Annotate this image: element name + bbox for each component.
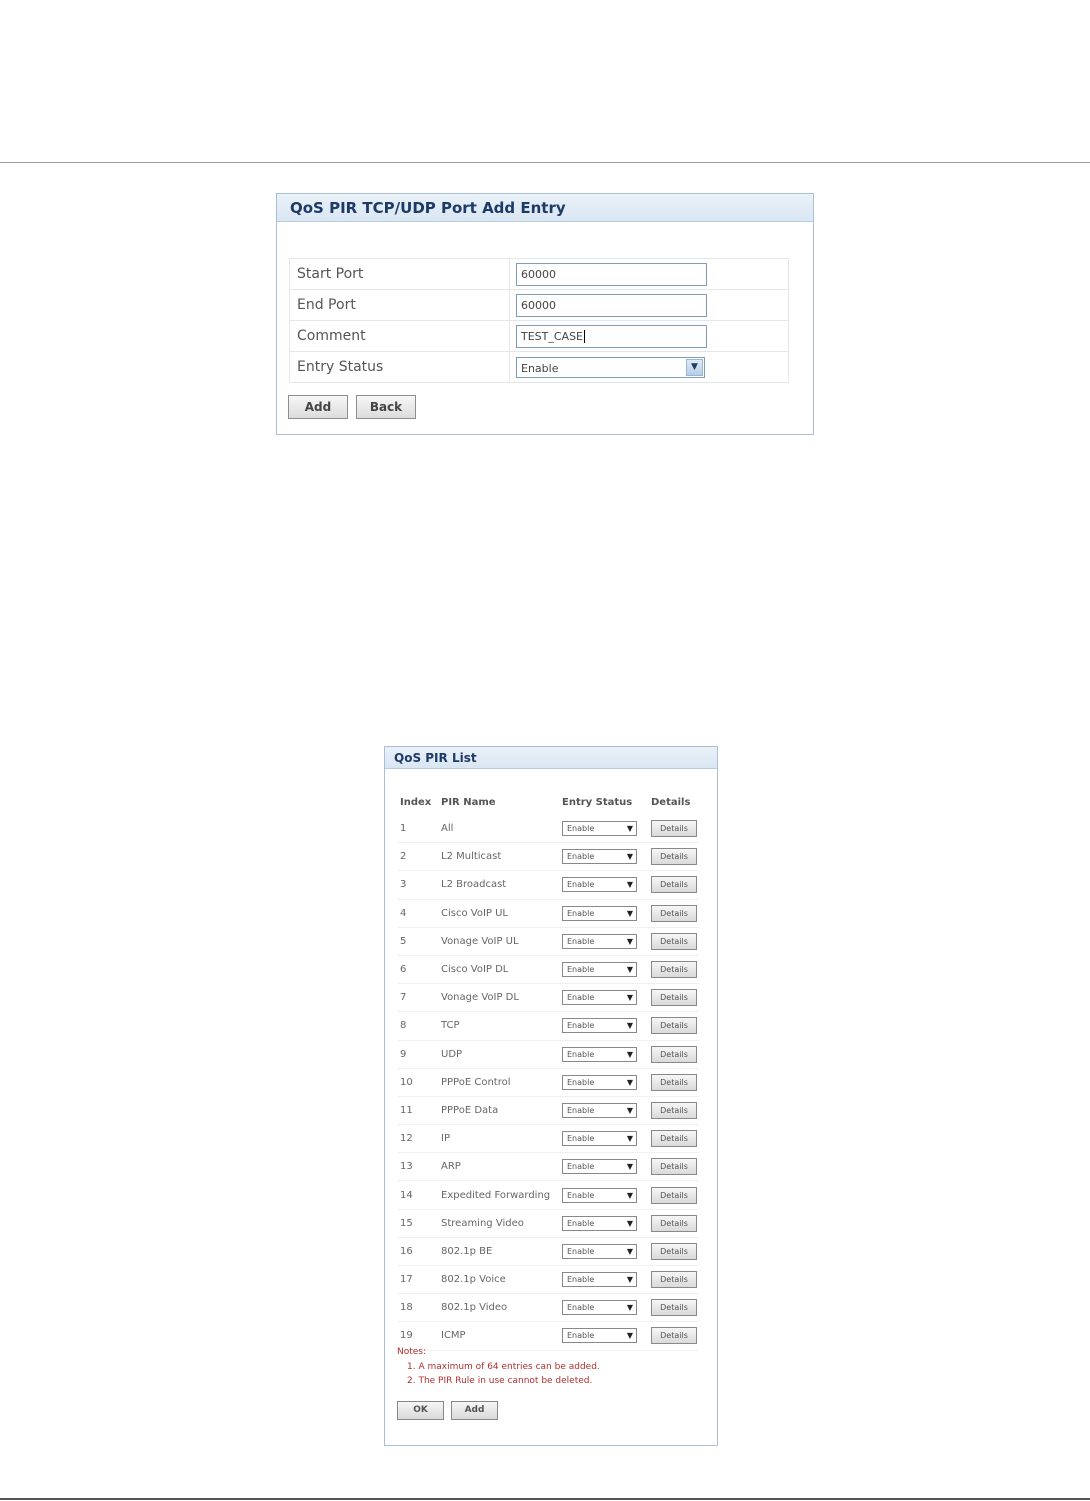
row-status-select[interactable] xyxy=(562,1244,637,1259)
row-status-value: Enable xyxy=(567,1049,595,1059)
row-status-select[interactable] xyxy=(562,821,637,836)
row-status-value: Enable xyxy=(567,1105,595,1115)
row-index: 10 xyxy=(397,1068,438,1096)
row-index: 8 xyxy=(397,1012,438,1040)
dropdown-arrow-icon: ▼ xyxy=(626,1303,633,1313)
row-pir-name: UDP xyxy=(438,1040,559,1068)
table-row xyxy=(397,1153,699,1181)
details-button[interactable]: Details xyxy=(651,1327,697,1344)
table-row xyxy=(397,871,699,899)
start-port-input[interactable]: 60000 xyxy=(516,263,707,286)
entry-status-label: Entry Status xyxy=(290,352,510,383)
text-cursor xyxy=(584,330,585,343)
row-status-select[interactable] xyxy=(562,1216,637,1231)
dropdown-arrow-icon: ▼ xyxy=(626,1021,633,1031)
header-details: Details xyxy=(651,797,691,808)
row-status-value: Enable xyxy=(567,1246,595,1256)
table-row xyxy=(397,1096,699,1124)
row-pir-name: 802.1p BE xyxy=(438,1237,559,1265)
row-status-select[interactable] xyxy=(562,1131,637,1146)
notes xyxy=(397,1347,600,1388)
details-button[interactable]: Details xyxy=(651,848,697,865)
table-row xyxy=(397,843,699,871)
details-button[interactable]: Details xyxy=(651,1158,697,1175)
dropdown-arrow-icon: ▼ xyxy=(626,965,633,975)
header-index: Index xyxy=(400,797,432,808)
details-button[interactable]: Details xyxy=(651,1046,697,1063)
add-entry-panel xyxy=(276,193,814,435)
row-status-select[interactable] xyxy=(562,934,637,949)
comment-row xyxy=(290,321,789,352)
details-button[interactable]: Details xyxy=(651,989,697,1006)
row-status-value: Enable xyxy=(567,908,595,918)
table-row xyxy=(397,1040,699,1068)
row-status-value: Enable xyxy=(567,1331,595,1341)
dropdown-arrow-icon: ▼ xyxy=(626,1162,633,1172)
row-pir-name: PPPoE Data xyxy=(438,1096,559,1124)
dropdown-arrow-icon: ▼ xyxy=(626,993,633,1003)
row-pir-name: L2 Broadcast xyxy=(438,871,559,899)
row-status-value: Enable xyxy=(567,1162,595,1172)
row-status-value: Enable xyxy=(567,1134,595,1144)
row-status-value: Enable xyxy=(567,1190,595,1200)
add-entry-title: QoS PIR TCP/UDP Port Add Entry xyxy=(277,194,813,222)
details-button[interactable]: Details xyxy=(651,1187,697,1204)
row-status-select[interactable] xyxy=(562,1159,637,1174)
details-button[interactable]: Details xyxy=(651,1074,697,1091)
row-index: 5 xyxy=(397,927,438,955)
add-entry-form xyxy=(289,258,789,383)
row-pir-name: Cisco VoIP UL xyxy=(438,899,559,927)
row-pir-name: 802.1p Video xyxy=(438,1294,559,1322)
dropdown-arrow-icon: ▼ xyxy=(626,1246,633,1256)
row-status-select[interactable] xyxy=(562,1018,637,1033)
row-pir-name: Vonage VoIP UL xyxy=(438,927,559,955)
details-button[interactable]: Details xyxy=(651,905,697,922)
row-status-value: Enable xyxy=(567,1303,595,1313)
dropdown-arrow-icon: ▼ xyxy=(626,852,633,862)
row-status-select[interactable] xyxy=(562,1188,637,1203)
back-button[interactable]: Back xyxy=(356,395,416,419)
row-index: 14 xyxy=(397,1181,438,1209)
row-status-select[interactable] xyxy=(562,1103,637,1118)
details-button[interactable]: Details xyxy=(651,1017,697,1034)
dropdown-arrow-icon: ▼ xyxy=(626,1134,633,1144)
row-status-value: Enable xyxy=(567,1077,595,1087)
row-status-value: Enable xyxy=(567,1275,595,1285)
start-port-label: Start Port xyxy=(290,259,510,290)
row-status-value: Enable xyxy=(567,1218,595,1228)
pir-list-table xyxy=(397,790,699,1351)
row-index: 9 xyxy=(397,1040,438,1068)
dropdown-arrow-icon: ▼ xyxy=(626,1077,633,1087)
row-index: 4 xyxy=(397,899,438,927)
table-row xyxy=(397,1266,699,1294)
notes-title: Notes: xyxy=(397,1347,427,1357)
row-status-select[interactable] xyxy=(562,1300,637,1315)
footer-divider xyxy=(0,1498,1090,1500)
row-index: 13 xyxy=(397,1153,438,1181)
details-button[interactable]: Details xyxy=(651,820,697,837)
row-index: 19 xyxy=(397,1322,438,1350)
row-status-select[interactable] xyxy=(562,877,637,892)
list-add-button[interactable]: Add xyxy=(451,1401,498,1420)
table-row xyxy=(397,1237,699,1265)
row-index: 18 xyxy=(397,1294,438,1322)
dropdown-arrow-icon: ▼ xyxy=(626,1275,633,1285)
row-pir-name: Expedited Forwarding xyxy=(438,1181,559,1209)
details-button[interactable]: Details xyxy=(651,1130,697,1147)
header-divider xyxy=(0,162,1090,163)
row-index: 17 xyxy=(397,1266,438,1294)
entry-status-value: Enable xyxy=(521,361,559,375)
note-item: 1. A maximum of 64 entries can be added. xyxy=(407,1362,600,1372)
row-pir-name: Vonage VoIP DL xyxy=(438,984,559,1012)
row-status-value: Enable xyxy=(567,824,595,834)
row-status-value: Enable xyxy=(567,993,595,1003)
table-row xyxy=(397,1322,699,1350)
table-row xyxy=(397,815,699,843)
row-status-select[interactable] xyxy=(562,849,637,864)
row-status-select[interactable] xyxy=(562,990,637,1005)
table-row xyxy=(397,1209,699,1237)
table-row xyxy=(397,1181,699,1209)
row-pir-name: PPPoE Control xyxy=(438,1068,559,1096)
row-status-select[interactable] xyxy=(562,1328,637,1343)
table-row xyxy=(397,1068,699,1096)
details-button[interactable]: Details xyxy=(651,961,697,978)
entry-status-select[interactable] xyxy=(516,357,705,378)
dropdown-arrow-icon: ▼ xyxy=(626,1105,633,1115)
add-button[interactable]: Add xyxy=(288,395,348,419)
row-index: 1 xyxy=(397,815,438,843)
row-status-value: Enable xyxy=(567,880,595,890)
row-index: 12 xyxy=(397,1125,438,1153)
row-status-select[interactable] xyxy=(562,1272,637,1287)
pir-list-header xyxy=(397,790,699,815)
row-status-value: Enable xyxy=(567,936,595,946)
details-button[interactable]: Details xyxy=(651,876,697,893)
table-row xyxy=(397,955,699,983)
table-row xyxy=(397,899,699,927)
row-status-select[interactable] xyxy=(562,962,637,977)
dropdown-arrow-icon: ▼ xyxy=(626,1218,633,1228)
row-pir-name: Streaming Video xyxy=(438,1209,559,1237)
details-button[interactable]: Details xyxy=(651,1102,697,1119)
row-pir-name: ICMP xyxy=(438,1322,559,1350)
comment-label: Comment xyxy=(290,321,510,352)
row-status-value: Enable xyxy=(567,1021,595,1031)
details-button[interactable]: Details xyxy=(651,1243,697,1260)
row-status-select[interactable] xyxy=(562,1047,637,1062)
details-button[interactable]: Details xyxy=(651,1215,697,1232)
header-pir-name: PIR Name xyxy=(441,797,496,808)
end-port-input[interactable]: 60000 xyxy=(516,294,707,317)
table-row xyxy=(397,984,699,1012)
dropdown-arrow-icon: ▼ xyxy=(626,1331,633,1341)
table-row xyxy=(397,927,699,955)
dropdown-arrow-icon: ▼ xyxy=(626,880,633,890)
row-pir-name: ARP xyxy=(438,1153,559,1181)
dropdown-arrow-icon: ▼ xyxy=(626,1190,633,1200)
row-index: 15 xyxy=(397,1209,438,1237)
row-index: 11 xyxy=(397,1096,438,1124)
dropdown-arrow-icon: ▼ xyxy=(626,824,633,834)
start-port-row xyxy=(290,259,789,290)
row-pir-name: L2 Multicast xyxy=(438,843,559,871)
end-port-row xyxy=(290,290,789,321)
end-port-label: End Port xyxy=(290,290,510,321)
row-index: 7 xyxy=(397,984,438,1012)
pir-list-panel xyxy=(384,746,718,1446)
dropdown-arrow-icon: ▼ xyxy=(626,936,633,946)
row-pir-name: IP xyxy=(438,1125,559,1153)
header-entry-status: Entry Status xyxy=(562,797,633,808)
row-pir-name: 802.1p Voice xyxy=(438,1266,559,1294)
entry-status-row xyxy=(290,352,789,383)
table-row xyxy=(397,1125,699,1153)
pir-list-title: QoS PIR List xyxy=(385,747,717,769)
row-pir-name: Cisco VoIP DL xyxy=(438,955,559,983)
row-index: 6 xyxy=(397,955,438,983)
details-button[interactable]: Details xyxy=(651,933,697,950)
table-row xyxy=(397,1012,699,1040)
ok-button[interactable]: OK xyxy=(397,1401,444,1420)
row-index: 16 xyxy=(397,1237,438,1265)
comment-input[interactable] xyxy=(516,325,707,348)
note-item: 2. The PIR Rule in use cannot be deleted. xyxy=(407,1376,593,1386)
details-button[interactable]: Details xyxy=(651,1299,697,1316)
details-button[interactable]: Details xyxy=(651,1271,697,1288)
row-status-select[interactable] xyxy=(562,1075,637,1090)
table-row xyxy=(397,1294,699,1322)
row-status-value: Enable xyxy=(567,852,595,862)
chevron-down-icon[interactable]: ▼ xyxy=(686,359,703,376)
row-status-value: Enable xyxy=(567,965,595,975)
row-pir-name: TCP xyxy=(438,1012,559,1040)
row-status-select[interactable] xyxy=(562,906,637,921)
dropdown-arrow-icon: ▼ xyxy=(626,1049,633,1059)
dropdown-arrow-icon: ▼ xyxy=(626,908,633,918)
comment-input-text: TEST_CASE xyxy=(521,329,584,343)
row-index: 2 xyxy=(397,843,438,871)
row-index: 3 xyxy=(397,871,438,899)
row-pir-name: All xyxy=(438,815,559,843)
